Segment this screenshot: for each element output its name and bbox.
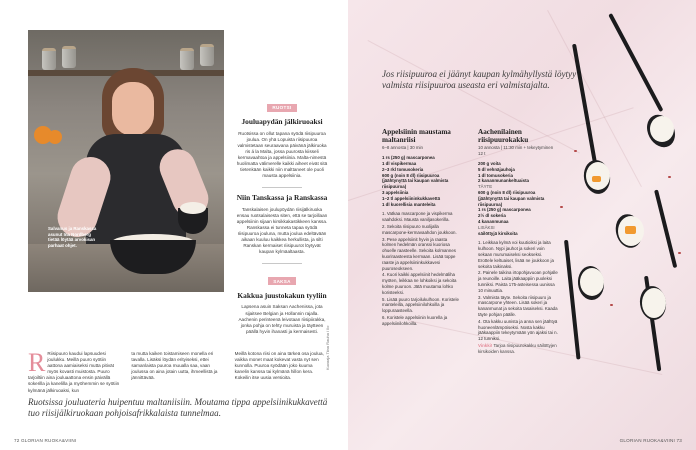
section-text-germany: Lapsena asuin Saksan Aachenissa, jota sijaitsee Belgian ja Hollannin rajalla. Aachenin perinteenä leivotaan riisipiirakka, jonka pohja on tehty muruista ja täytteen päällä hyvin ihanasti ja kermaisesti. <box>238 304 326 334</box>
tag-germany: SAKSA <box>268 277 296 285</box>
ingredient: 1 rs (250 g) mascarponea <box>382 155 435 161</box>
pull-quote-left: Ruotsissa jouluateria huipentuu maltaniisiin. Moutama tippa appelsiinikukkavettä tuo riisijälkiruokaan pohjoisafrikkalaista tunnelmaa. <box>28 397 328 418</box>
recipe-step: 2. Painele taikina irtopohjavuoan pohjalle ja reunoille. Laita jääkaappiin puoleksi tunniksi. Paista 175-asteisessa uunissa 10 minuuttia. <box>478 270 558 293</box>
ingredient: 1–2 tl appelsiininkukkavettä <box>382 195 441 201</box>
ingredient: 2 kananmunankeltuaista <box>478 178 529 184</box>
ingredient: 1 dl kuorellisia manteleita <box>382 201 436 207</box>
body-text <box>28 348 328 394</box>
folio-right: GLORIAN RUOKA&VIINI 73 <box>619 438 682 443</box>
pull-quote-right: Jos riisipuuroa ei jäänyt kaupan kylmähyllystä löytyy valmista riisipuuroa useasta eri valmistajalta. <box>382 69 577 90</box>
section-text-sweden: Ruotsissa on ollut tapana syödä riisipuuroa joulua. On yhä Lopuista riisipuuroa valmistetaan seuraavana päivänä jälkiruoka ris á la Malta, jossa puurosta kiisseli kermavaahtoa ja appelsiinia. Malta-nimestä huolimatta välimerelle kaikki aiheet eivät sitä tietenkään kaikki niin malttaneet ole puoli mausta appelsiinia. <box>236 130 328 179</box>
cherry-crumb <box>668 176 671 178</box>
body-column-1-text: Riisipuuro kaudui lapsuudesi joulukku. Meillä puuro syötiin aattona aamiaiseksi mutta pitivät myös kovasti muistosta. Puuro tarjoiltiin aina jouluaattona ensin päivällä sokerilla ja kanelilla ja myöhemmin se syötiin kylmänä jälkiruoaksi, kun <box>28 351 120 393</box>
folio-left: 72 GLORIAN RUOKA&VIINI <box>14 438 77 443</box>
cherry-crumb <box>678 252 681 254</box>
recipe-step: 6. Koristele appelsiinin kuorella ja appelsiinilohkoilla. <box>382 314 448 326</box>
drop-cap: R <box>28 348 46 377</box>
rice-pudding-dollop <box>650 116 674 142</box>
cherry-crumb <box>574 150 577 152</box>
ingredient: 1 dl tomusokeria <box>478 172 513 178</box>
recipe-step: 1. Leikkaa kylmä voi kuutioiksi ja laita kulhoon. Nypi jauhot ja sokeri voin sekaan murumaiseksi seokseksi. Erottele keltuaiset, lisää ne joukkoon ja sekoita taikinaksi. <box>478 240 554 269</box>
spoon-handle <box>564 240 581 360</box>
spoon-handle <box>654 190 677 269</box>
recipe-meta: 10 annosta | 11:30 min + tekeytyminen 12 t <box>478 145 554 157</box>
ingredient-subheading: LISÄKSI <box>478 224 495 230</box>
divider <box>262 187 302 188</box>
recipe-tip <box>478 343 558 355</box>
section-text-denmark: Tanskalaisen joulupöydän riisijälkiruoka ensau ruotsalaisesta siten, että se tarjoillaan appelsiinin sijaan kirsikkakastikkeen kanssa. Ranskassa ei tunneta tapaa syödä riisipuuroa jouluna, mutta joulua edeltävään aikaan kuuluu kaikkea herkullista, ja silti Ranskan kermaiset riisipuurot löytyvät kaupan kylmäaltaasta. <box>236 206 328 255</box>
ingredient: 600 g (noin 8 dl) riisipuuroa (jäähtynyttä tai kaupan valmista riisipuuroa) <box>382 172 449 190</box>
recipe-step: 3. Valmista täyte. Sekoita riisipuuro ja mascarpone yhteen. Lisää sokeri ja kananmunat ja sekoita tasaiseksi. Kaada täyte pohjan päälle. <box>478 294 558 317</box>
step-list <box>478 240 558 354</box>
recipe-step: 4. Kuori kaikki appelsiinit hedelmäliha myöten, leikkaa ne lohkoiksi ja sekoita kolme puuroon. Jätä muutama lohko koristeeksi. <box>382 272 457 295</box>
photo-credit: Kuvaaja Tiina Rauha / Ilo <box>325 325 330 370</box>
cup-cream <box>180 202 206 214</box>
ingredient: 2½ dl sokeria <box>478 213 506 219</box>
recipe-meta: 6–8 annosta | 30 min <box>382 145 423 151</box>
chef-photo <box>28 30 224 292</box>
ingredient: 200 g voita <box>478 161 501 166</box>
orange-segment <box>592 176 601 182</box>
jar <box>42 48 56 70</box>
recipe-step: 2. Sekoita riisipuuro nuolijalla mascarpone-kermavaahdon joukkoon. <box>382 223 457 235</box>
ingredient: 4 kananmunaa <box>478 218 509 224</box>
ingredient-subheading: TÄYTE <box>478 184 493 190</box>
woman-face <box>112 82 154 136</box>
recipe-step: 1. Vatkaa mascarpone ja vispikerma vaahdoksi. Mausta vaniljasokerilla. <box>382 211 453 223</box>
body-column-2: ta mutta kaiken toistamiseen monella eri tavalla. Lisäksi löydän erityiseksi, ettei samanlaista puuroa muualla saa, vaan joulussa on aina jotain uutta, ihmeellistä ja jännittävää. <box>131 351 218 381</box>
section-title-sweden: Jouluapydän jälkiruoaksi <box>241 117 323 126</box>
recipe-step: 3. Pese appelsiinit hyvin ja raasta kolmen hedelmän oranssi kuoriosa ohuelle raasteelle. Sekoita kolmannes kuoriraasteesta kermaan. Lisää toppe raaste ja appelsiininkukkavesi puuroseokseen. <box>382 236 456 271</box>
jar <box>62 46 76 68</box>
ingredient: 2–3 rkl tomusokeria <box>382 166 424 172</box>
ingredient: 5 dl vehnäjauhoja <box>478 166 515 172</box>
recipe-title: Appelsiinin maustama maltanriisi <box>382 128 451 145</box>
ingredient: säilöttyjä kirsikoita <box>478 230 518 236</box>
cherry-crumb <box>560 206 563 208</box>
jar <box>200 44 214 66</box>
section-title-denmark: Niin Tanskassa ja Ranskassa <box>236 192 328 202</box>
ingredient-list <box>382 155 462 207</box>
step-list <box>382 211 462 326</box>
ingredient: 3 appelsiinia <box>382 189 409 195</box>
recipe-malta-rice <box>382 128 462 328</box>
tip-text: Tarjoa riisipuurokakku säilöttyjen kirsikoiden kanssa. <box>478 342 557 354</box>
tip-label: Vinkki! <box>478 342 493 348</box>
ingredient-list <box>478 161 558 236</box>
sidebar-column <box>236 96 328 335</box>
tangerine <box>48 130 62 144</box>
tag-sweden: RUOTSI <box>267 104 296 112</box>
recipe-step: 5. Lisää puuro tarjoilukulhoon. Koristele manteleilla, appelsiinilohkoilla ja loppuraasteella. <box>382 296 459 314</box>
ingredient: 1 dl vispikermaa <box>382 161 417 166</box>
body-column-3: Meillä kotona riisi on aina tärkeä osa joulua, vaikka monet maat kokevat vasta nyt sen kunnolla. Puuroa syödään joko kuuma kanelin kanssa tai kylmänä hillon kera. Kokeilin itse uusia versioita. <box>234 351 324 381</box>
recipe-title: Aachenilainen riisipuurokakku <box>478 128 529 145</box>
rice-pudding-dollop <box>642 288 666 318</box>
divider <box>262 263 302 264</box>
orange-segment <box>625 226 636 234</box>
section-title-germany: Kakkua juustokakun tyyliin <box>237 290 327 300</box>
spoon-handle <box>608 13 663 112</box>
ingredient: 600 g (noin 8 dl) riisipuuroa (jäähtynyttä tai kaupan valmista riisipuuroa) <box>478 189 545 207</box>
recipe-rice-pudding-cake <box>478 128 558 356</box>
cherry-crumb <box>610 304 613 306</box>
photo-caption: Salvanus ja Ranskassa asunut Ina Nordberg tietää löytää arvokisan parhaat ohjet. <box>48 226 97 248</box>
body-column-1 <box>28 348 121 394</box>
rice-pudding-dollop <box>580 268 604 296</box>
recipe-step: 4. Ota kakku uunista ja anna sen jäähtyä huoneenlämpöiseksi. Nosta kakku jääkaappiin tekeytymään yön ajaksi tai n. 12 tunniksi. <box>478 318 558 342</box>
ingredient: 1 rs (250 g) mascarponea <box>478 207 531 213</box>
jar <box>180 48 194 70</box>
